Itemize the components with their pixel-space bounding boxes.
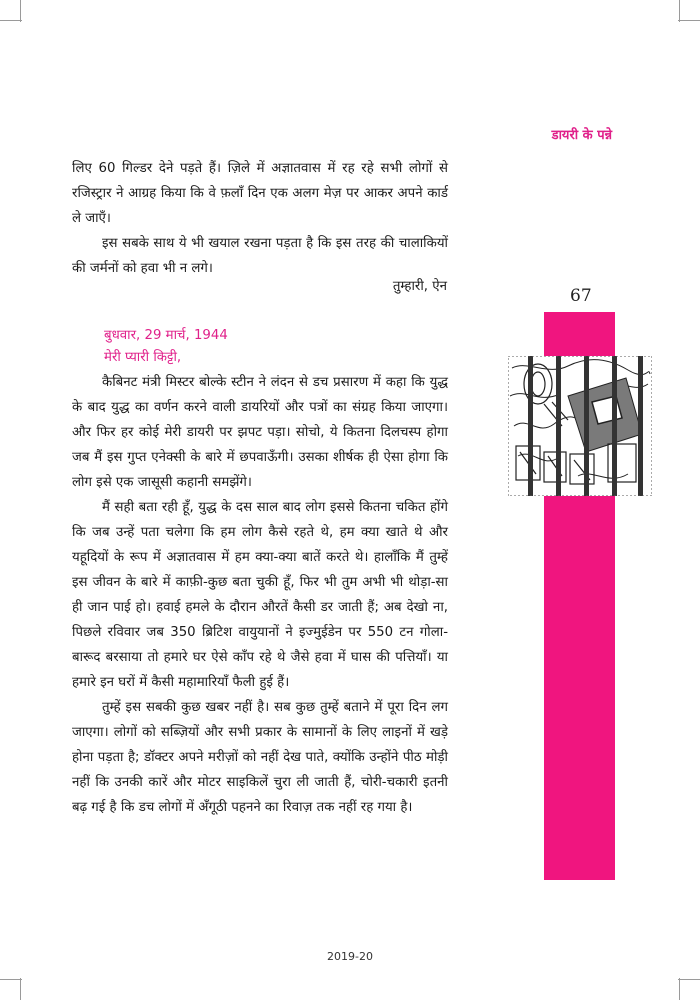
entry-body [72,370,448,820]
footer-year: 2019-20 [327,950,373,963]
continuation-paragraph-2: इस सबके साथ ये भी खयाल रखना पड़ता है कि इस तरह की चालाकियों की जर्मनों को हवा भी न लगे। [72,236,448,276]
entry-heading [104,325,228,369]
entry-paragraph-1: कैबिनट मंत्री मिस्टर बोल्के स्टीन ने लंदन से डच प्रसारण में कहा कि युद्ध के बाद युद्ध का वर्णन करने वाली डायरियों और पत्रों का संग्रह किया जाएगा। और फिर हर कोई मेरी डायरी पर झपट पड़ा। सोचो, ये कितना दिलचस्प होगा जब मैं इस गुप्त एनेक्सी के बारे में छपवाऊँगी। उसका शीर्षक ही ऐसा होगा कि लोग इसे एक जासूसी कहानी समझेंगे। [72,375,448,490]
running-header-title: डायरी के पन्ने [551,128,612,143]
entry-salutation: मेरी प्यारी किट्टी, [104,350,182,365]
crop-mark-bottom-left-v [20,978,21,1000]
crop-mark-bottom-right-v [679,978,680,1000]
crop-mark-top-right-v [679,0,680,22]
entry-date: बुधवार, 29 मार्च, 1944 [104,328,228,343]
diary-padlock-bars-illustration-icon [508,356,652,496]
crop-mark-top-left-v [20,0,21,22]
continuation-paragraph: लिए 60 गिल्डर देने पड़ते हैं। ज़िले में अज्ञातवास में रह रहे सभी लोगों से रजिस्ट्रार ने आग्रह किया कि वे फ़लाँ दिन एक अलग मेज़ पर आकर अपने कार्ड ले जाएँ। [72,161,448,226]
crop-mark-bottom-right-h [678,979,700,980]
crop-mark-top-left-h [0,20,22,21]
top-continuation-block [72,156,448,281]
page-number: 67 [570,286,592,306]
entry-paragraph-2: मैं सही बता रही हूँ, युद्ध के दस साल बाद लोग इससे कितना चकित होंगे कि जब उन्हें पता चलेगा कि हम लोग कैसे रहते थे, हम क्या खाते थे और यहूदियों के रूप में अज्ञातवास में हम क्या-क्या बातें करते थे। हालाँकि मैं तुम्हें इस जीवन के बारे में काफ़ी-कुछ बता चुकी हूँ, फिर भी तुम अभी भी थोड़ा-सा ही जान पाई हो। हवाई हमले के दौरान औरतें कैसी डर जाती हैं; अब देखो ना, पिछले रविवार जब 350 ब्रिटिश वायुयानों ने इज्मुईडेन पर 550 टन गोला-बारूद बरसाया तो हमारे घर ऐसे काँप रहे थे जैसे हवा में घास की पत्तियाँ। या हमारे इन घरों में कैसी महामारियाँ फैली हुई हैं। [72,500,448,690]
crop-mark-top-right-h [678,20,700,21]
letter-signature: तुम्हारी, ऐन [392,279,447,294]
crop-mark-bottom-left-h [0,979,22,980]
entry-paragraph-3: तुम्हें इस सबकी कुछ खबर नहीं है। सब कुछ तुम्हें बताने में पूरा दिन लग जाएगा। लोगों को सब्ज़ियों और सभी प्रकार के सामानों के लिए लाइनों में खड़े होना पड़ता है; डॉक्टर अपने मरीज़ों को नहीं देख पाते, क्योंकि उन्होंने पीठ मोड़ी नहीं कि उनकी कारें और मोटर साइकिलें चुरा ली जाती हैं, चोरी-चकारी इतनी बढ़ गई है कि डच लोगों में अँगूठी पहनने का रिवाज़ तक नहीं रह गया है। [72,700,448,815]
